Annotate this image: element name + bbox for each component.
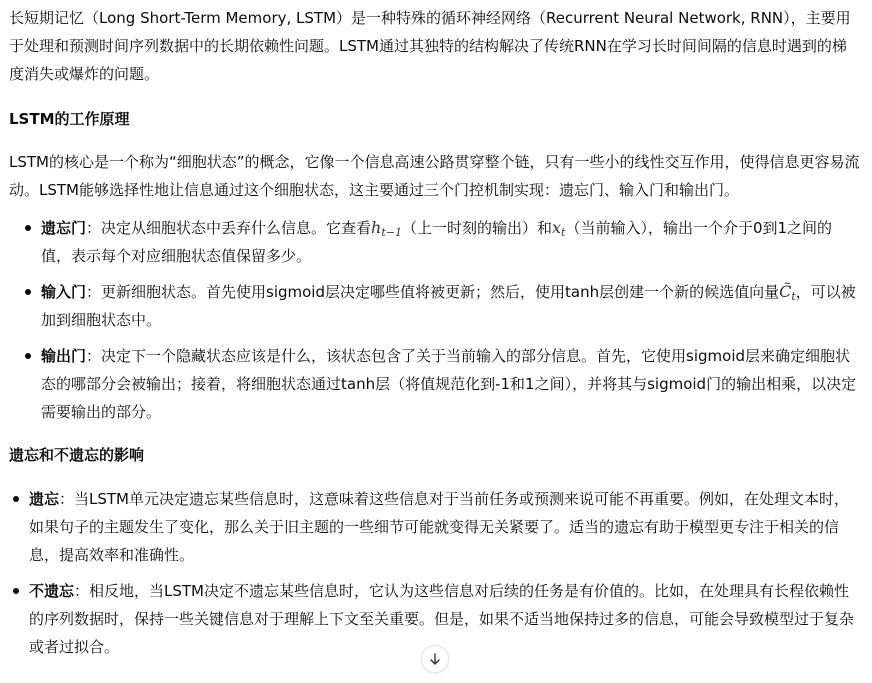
not-forget-text: ：相反地，当LSTM决定不遗忘某些信息时，它认为这些信息对后续的任务是有价值的。比如，在处理具有长程依赖性的序列数据时，保持一些关键信息对于理解上下文至关重要。但是，如果不适当地保持过多的信息，可能会导致模型过于复杂或者过拟合。 [29,582,855,656]
arrow-down-icon [428,652,442,666]
bullet-dot [25,353,31,359]
bullet-dot [25,289,31,295]
list-item-forget-gate [25,214,861,270]
scroll-to-bottom-button[interactable] [421,645,449,673]
intro-paragraph: 长短期记忆（Long Short-Term Memory, LSTM）是一种特殊的循环神经网络（Recurrent Neural Network, RNN），主要用于处理和预测时间序列数据中的长期依赖性问题。LSTM通过其独特的结构解决了传统RNN在学习长时间间隔的信息时遇到的梯度消失或爆炸的问题。 [9,9,851,83]
math-c-tilde-t [779,282,796,301]
forget-gate-text-b: （上一时刻的输出）和 [401,219,552,237]
output-gate-text: ：决定下一个隐藏状态应该是什么，该状态包含了关于当前输入的部分信息。首先，它使用sigmoid层来确定细胞状态的哪部分会被输出；接着，将细胞状态通过tanh层（将值规范化到-1和1之间），并将其与sigmoid门的输出相乘，以决定需要输出的部分。 [41,347,857,421]
term-not-forget: 不遗忘 [29,582,75,600]
forget-text: ：当LSTM单元决定遗忘某些信息时，这意味着这些信息对于当前任务或预测来说可能不再重要。例如，在处理文本时，如果句子的主题发生了变化，那么关于旧主题的一些细节可能就变得无关紧要了。适当的遗忘有助于模型更专注于相关的信息，提高效率和准确性。 [29,490,850,564]
term-forget: 遗忘 [29,490,60,508]
term-input-gate: 输入门 [41,283,87,301]
term-output-gate: 输出门 [41,347,87,365]
term-forget-gate: 遗忘门 [41,219,87,237]
bullet-dot [25,225,31,231]
math-base: h [371,218,382,237]
input-gate-text-b: ，可以被加到细胞状态中。 [41,283,856,329]
document-body [9,4,861,661]
bullet-dot [13,496,19,502]
input-gate-text-a: ：更新细胞状态。首先使用sigmoid层决定哪些值将被更新；然后，使用tanh层创建一个新的候选值向量 [86,283,780,301]
list-item-input-gate [25,278,861,334]
bullet-dot [13,588,19,594]
principle-paragraph: LSTM的核心是一个称为“细胞状态”的概念，它像一个信息高速公路贯穿整个链，只有一些小的线性交互作用，使得信息更容易流动。LSTM能够选择性地让信息通过这个细胞状态，这主要通过三个门控机制实现：遗忘门、输入门和输出门。 [9,153,860,199]
math-subscript: t [791,290,796,303]
impact-list [9,485,861,661]
forget-gate-text-a: ：决定从细胞状态中丢弃什么信息。它查看 [86,219,372,237]
section-heading-lstm-principle: LSTM的工作原理 [9,110,130,128]
math-subscript: t−1 [381,226,402,239]
gate-list [9,214,861,426]
math-subscript: t [561,226,566,239]
section-heading-forget-impact: 遗忘和不遗忘的影响 [9,446,145,464]
list-item-output-gate [25,342,861,426]
math-h-t-minus-1 [371,218,402,237]
math-x-t [552,218,565,237]
math-base: C̃ [779,282,792,301]
list-item-forget [13,485,861,569]
math-base: x [552,218,562,237]
forget-gate-text-c: （当前输入），输出一个介于0到1之间的值，表示每个对应细胞状态值保留多少。 [41,219,833,265]
